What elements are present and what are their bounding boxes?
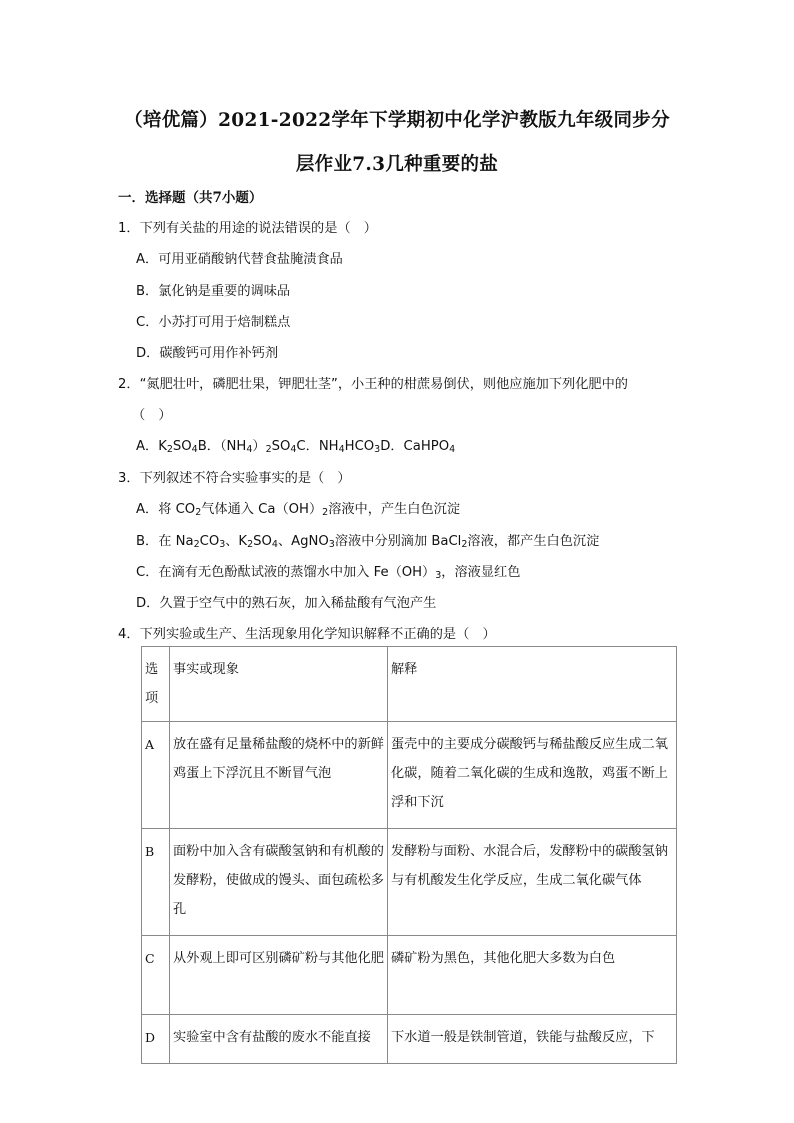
table-header-row (142, 647, 677, 722)
table-cell-option: A (142, 722, 170, 829)
question-3-option-c: C．在滴有无色酚酞试液的蒸馏水中加入 $Fe(OH)_3$，溶液显红色 (136, 565, 521, 581)
table-cell-option: C (142, 936, 170, 1015)
question-1-option-b: B．氯化钠是重要的调味品 (136, 284, 291, 299)
question-3-stem: 3．下列叙述不符合实验事实的是（ ） (118, 471, 351, 486)
table-row (142, 829, 677, 936)
document-title-line-2: 层作业7.3几种重要的盐 (295, 154, 499, 175)
table-cell-option: D (142, 1015, 170, 1064)
table-cell-explanation: 下水道一般是铁制管道，铁能与盐酸反应，下 (388, 1015, 677, 1064)
table-header-cell: 解释 (388, 647, 677, 722)
question-2-stem-continuation: （ ） (132, 408, 172, 423)
question-3-option-d: D．久置于空气中的熟石灰，加入稀盐酸有气泡产生 (136, 596, 437, 611)
table-cell-fact: 从外观上即可区别磷矿粉与其他化肥 (170, 936, 388, 1015)
section-heading: 一．选择题（共7小题） (118, 190, 263, 206)
table-row (142, 936, 677, 1015)
question-4-stem: 4．下列实验或生产、生活现象用化学知识解释不正确的是（ ） (118, 627, 496, 642)
table-row (142, 1015, 677, 1064)
question-2-options: A．$K_2SO_4B$．$(NH_4)_2SO_4C$．$NH_4HCO_3D$．CaHPO$_4$ (136, 439, 456, 455)
table-cell-fact: 放在盛有足量稀盐酸的烧杯中的新鲜鸡蛋上下浮沉且不断冒气泡 (170, 722, 388, 829)
question-3-option-b: B．在 $Na_2CO_3$、$K_2SO_4$、AgNO$_3$溶液中分别滴加 BaCl$_2$溶液，都产生白色沉淀 (136, 534, 600, 550)
document-title-line-1: （培优篇）2021-2022学年下学期初中化学沪教版九年级同步分 (124, 110, 670, 131)
question-3-option-a: A．将 $CO_2$气体通入 $Ca(OH)_2$溶液中，产生白色沉淀 (136, 502, 461, 518)
table-cell-fact: 实验室中含有盐酸的废水不能直接 (170, 1015, 388, 1064)
question-1-stem: 1．下列有关盐的用途的说法错误的是（ ） (118, 221, 377, 236)
table-cell-option: B (142, 829, 170, 936)
question-4-table (141, 646, 677, 1064)
question-1-option-d: D．碳酸钙可用作补钙剂 (136, 346, 279, 361)
table-header-cell: 选项 (142, 647, 170, 722)
table-row (142, 722, 677, 829)
table-header-cell: 事实或现象 (170, 647, 388, 722)
table-cell-explanation: 发酵粉与面粉、水混合后，发酵粉中的碳酸氢钠与有机酸发生化学反应，生成二氧化碳气体 (388, 829, 677, 936)
question-1-option-a: A．可用亚硝酸钠代替食盐腌渍食品 (136, 252, 343, 267)
table-cell-fact: 面粉中加入含有碳酸氢钠和有机酸的发酵粉，使做成的馒头、面包疏松多孔 (170, 829, 388, 936)
question-2-stem: 2．“氮肥壮叶，磷肥壮果，钾肥壮茎”，小王种的柑蔗易倒伏，则他应施加下列化肥中的 (118, 377, 628, 392)
table-cell-explanation: 磷矿粉为黑色，其他化肥大多数为白色 (388, 936, 677, 1015)
table-cell-explanation: 蛋壳中的主要成分碳酸钙与稀盐酸反应生成二氧化碳，随着二氧化碳的生成和逸散，鸡蛋不断上浮和下沉 (388, 722, 677, 829)
question-1-option-c: C．小苏打可用于焙制糕点 (136, 315, 291, 330)
